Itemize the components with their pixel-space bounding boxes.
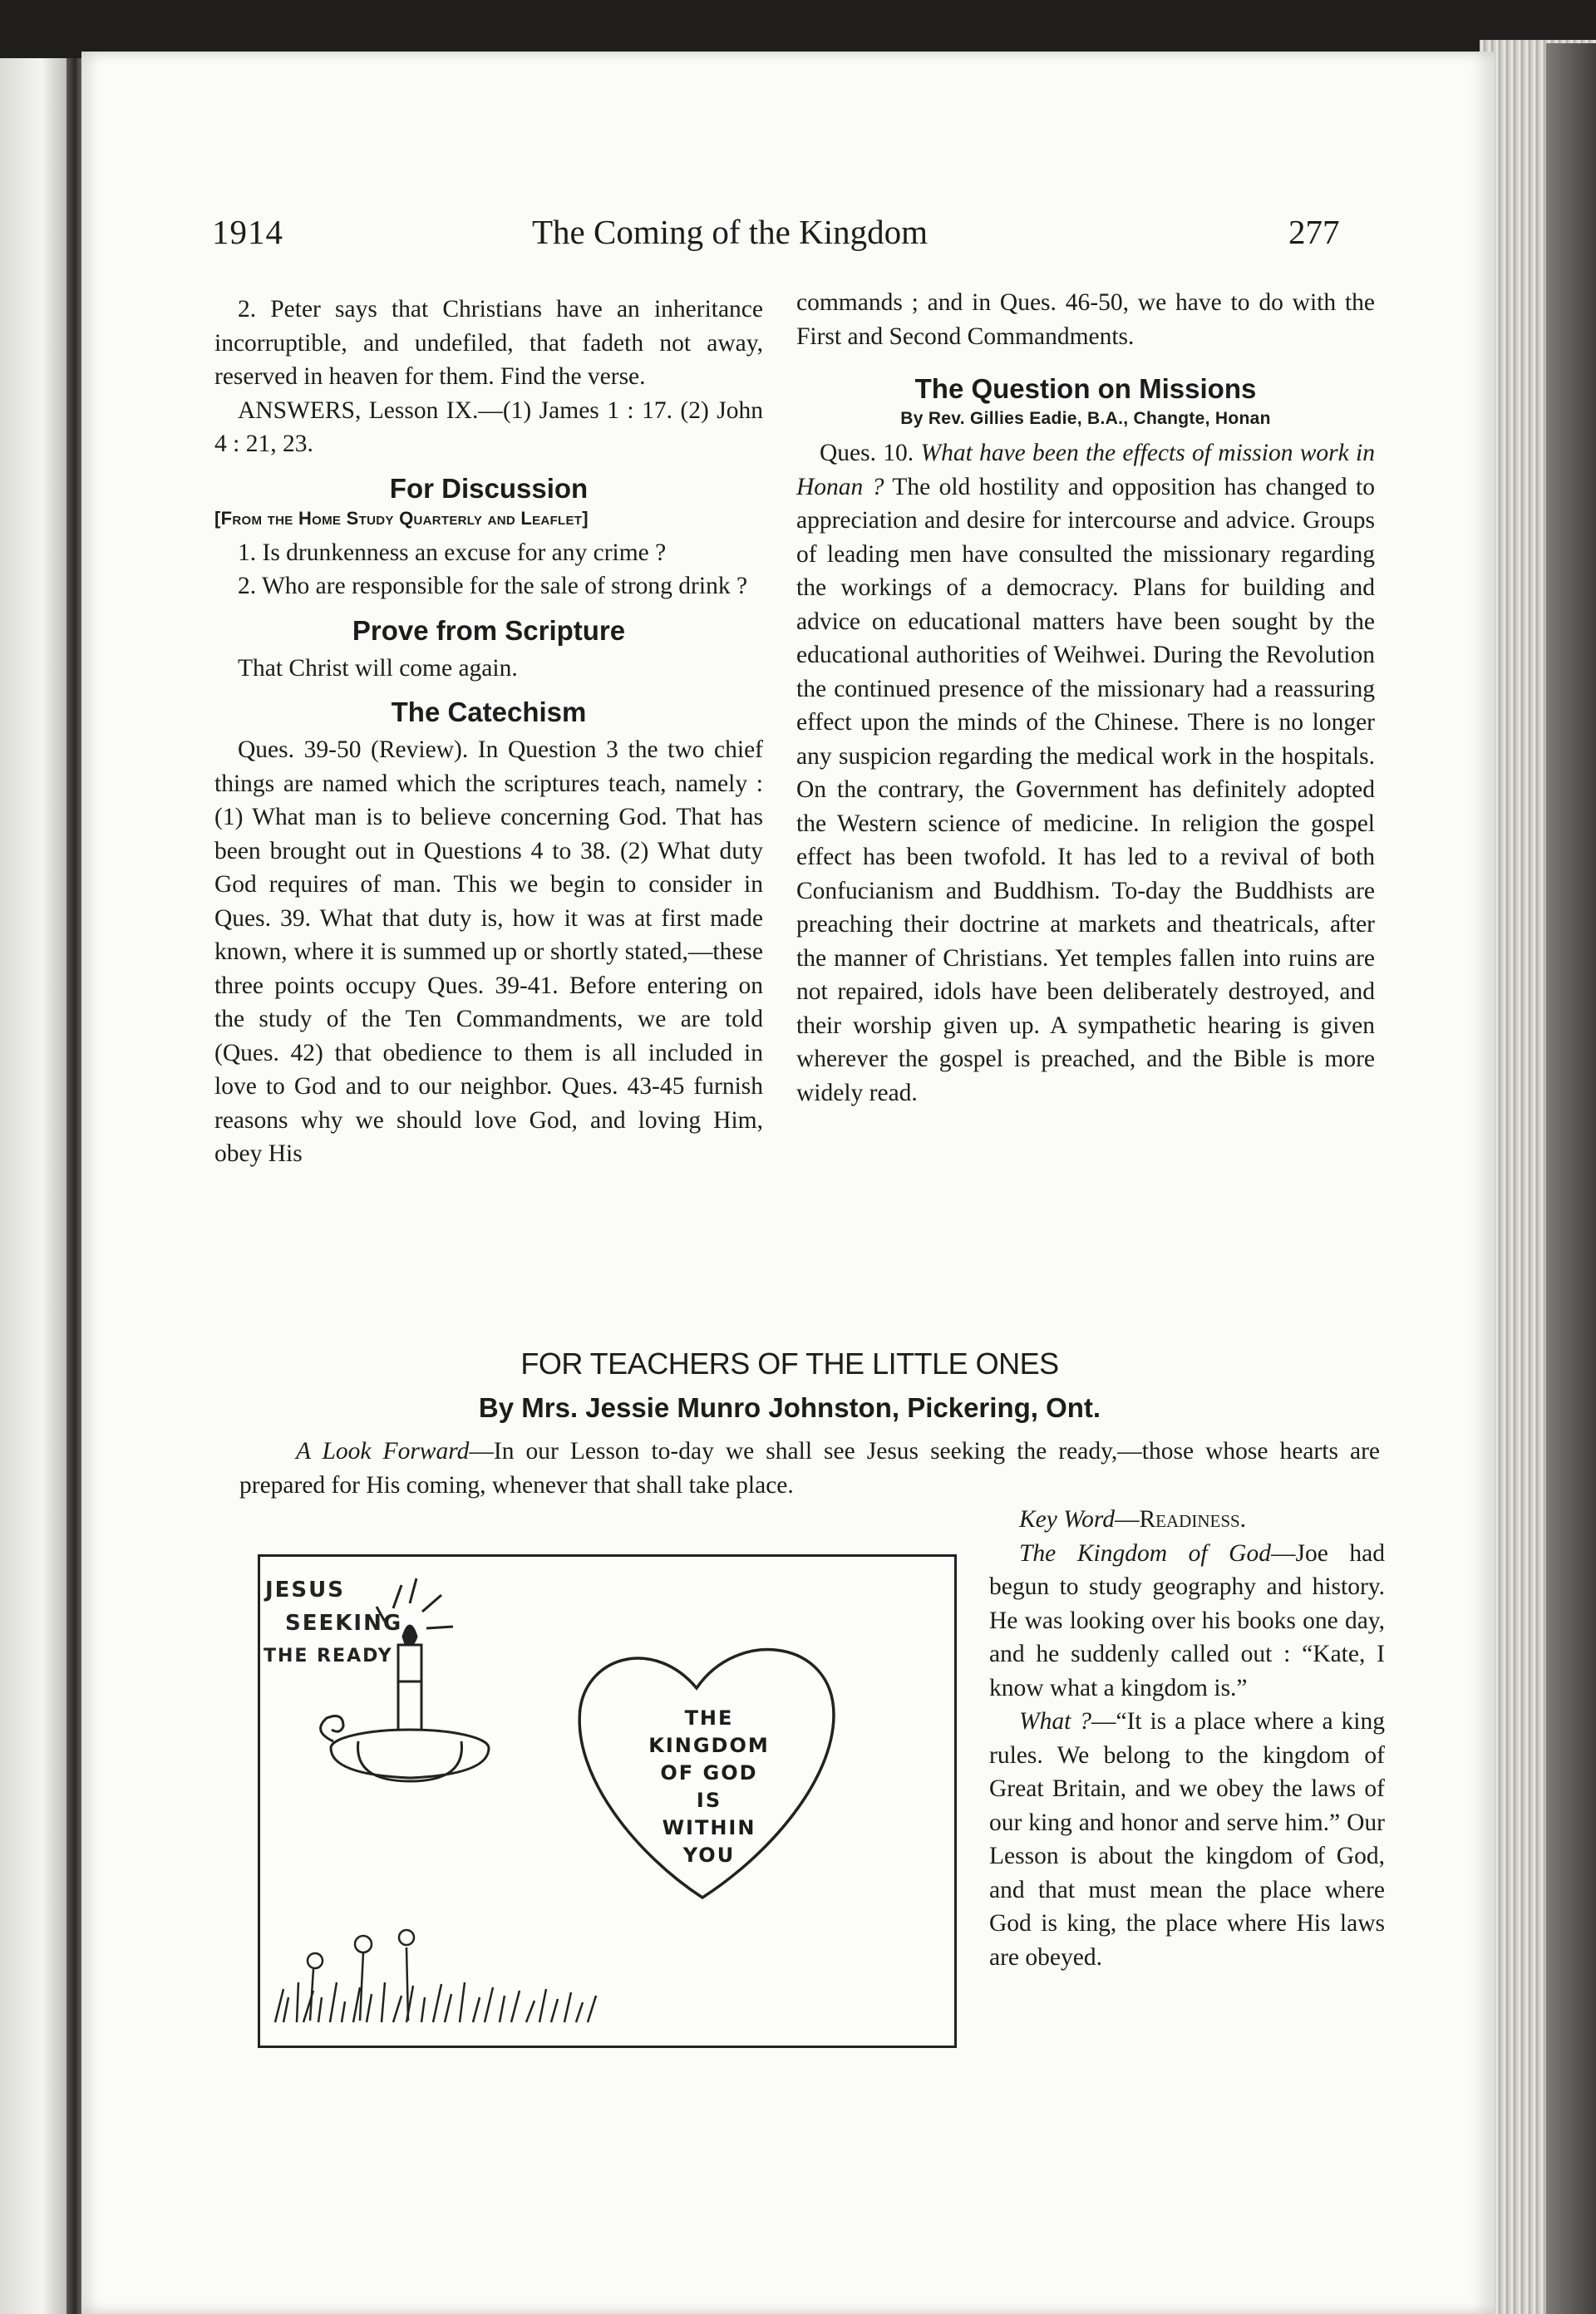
missions-byline: By Rev. Gillies Eadie, B.A., Changte, Honan: [900, 409, 1271, 428]
heart-caption-line-1: THE KINGDOM: [648, 1706, 770, 1757]
discussion-question-1: 1. Is drunkenness an excuse for any crime ?: [238, 539, 667, 566]
prove-heading: Prove from Scripture: [352, 614, 626, 646]
look-forward: [239, 1435, 1380, 1502]
missions-question: What have been the effects of mission work in Honan ?: [796, 440, 1375, 500]
heart-caption: [626, 1705, 792, 1869]
heart-caption-line-3: IS: [696, 1789, 722, 1812]
candle-caption-line-3: THE READY: [264, 1646, 393, 1667]
what-text: —“It is a place where a king rules. We belong to the kingdom of Great Britain, and we obey the laws of our king and honor and serve him.” Our Lesson is about the kingdom of God, and that must mean the place where God is king, the place where His laws are obeyed.: [989, 1708, 1385, 1971]
catechism-continued: commands ; and in Ques. 46-50, we have to do with the First and Second Commandments.: [796, 289, 1375, 350]
teachers-byline: By Mrs. Jessie Munro Johnston, Pickering, Ont.: [478, 1392, 1101, 1423]
look-forward-label: A Look Forward: [296, 1438, 470, 1465]
page-number: 277: [1288, 213, 1340, 251]
discussion-question-2: 2. Who are responsible for the sale of strong drink ?: [238, 573, 748, 599]
left-column: [214, 293, 763, 1171]
catechism-text: Ques. 39-50 (Review). In Question 3 the two chief things are named which the scriptures teach, namely : (1) What man is to believe concerning God. That has been brought out in Questions 4 to 38. (2) What duty God requires of man. This we begin to consider in Ques. 39. What that duty is, how it was at first made known, where it is summed up or shortly stated,—these three points occupy Ques. 39-41. Before entering on the study of the Ten Commandments, we are told (Ques. 42) that obedience to them is all included in love to God and to our neighbor. Ques. 43-45 furnish reasons why we should love God, and loving Him, obey His: [214, 736, 763, 1167]
story-column: [989, 1503, 1385, 1974]
key-word-text: —Readiness.: [1115, 1506, 1247, 1533]
what-label: What ?: [1019, 1708, 1091, 1735]
prove-text: That Christ will come again.: [238, 654, 518, 682]
peter-paragraph: 2. Peter says that Christians have an inheritance incorruptible, and undefiled, that fadeth not away, reserved in heaven for them. Find the verse.: [214, 296, 763, 390]
discussion-source: [From the Home Study Quarterly and Leaflet]: [214, 507, 589, 529]
missions-heading: The Question on Missions: [914, 373, 1257, 404]
illustration-drawing: [260, 1557, 954, 2046]
heart-caption-line-4: WITHIN: [662, 1816, 756, 1839]
teachers-title: FOR TEACHERS OF THE LITTLE ONES: [520, 1347, 1059, 1381]
grass-icon: [275, 1930, 596, 2022]
answers-paragraph: ANSWERS, Lesson IX.—(1) James 1 : 17. (2) John 4 : 21, 23.: [214, 396, 763, 457]
candle-icon: [321, 1626, 489, 1781]
kingdom-text: —Joe had begun to study geography and history. He was looking over his books one day, and he suddenly called out : “Kate, I know what a kingdom is.”: [989, 1539, 1385, 1701]
heart-caption-line-2: OF GOD: [660, 1761, 758, 1785]
discussion-heading: For Discussion: [389, 472, 589, 504]
book-gutter: [66, 58, 83, 2314]
kingdom-label: The Kingdom of God: [1019, 1539, 1271, 1567]
candle-caption-line-1: JESUS: [265, 1578, 345, 1603]
blackboard-illustration: [258, 1554, 957, 2048]
candle-caption-line-2: SEEKING: [285, 1611, 403, 1636]
key-word-label: Key Word: [1019, 1506, 1115, 1533]
book-cover-edge: [1546, 43, 1596, 2314]
running-title: The Coming of the Kingdom: [532, 213, 929, 251]
look-forward-text: —In our Lesson to-day we shall see Jesus seeking the ready,—those whose hearts are prepared for His coming, whenever that shall take place.: [239, 1438, 1380, 1499]
missions-paragraph: [796, 436, 1375, 1110]
catechism-heading: The Catechism: [391, 697, 587, 727]
heart-caption-line-5: YOU: [682, 1844, 736, 1867]
right-column: [796, 286, 1375, 1110]
running-year: 1914: [212, 213, 283, 251]
candle-rays: [377, 1578, 453, 1628]
missions-answer: The old hostility and opposition has changed to appreciation and desire for intercourse and advice. Groups of leading men have consulted the missionary regarding the workings of a democracy. Plans for building and advice on educational matters have been sought by the educational authorities of Weihwei. During the Revolution the continued presence of the missionary had a reassuring effect upon the minds of the Chinese. There is no longer any suspicion regarding the medical work in the hospitals. On the contrary, the Government has definitely adopted the Western science of medicine. In religion the gospel effect has been twofold. It has led to a revival of both Confucianism and Buddhism. To-day the Buddhists are preaching their doctrine at markets and theatricals, after the manner of Christians. Yet temples fallen into ruins are not repaired, idols have been deliberately destroyed, and their worship given up. A sympathetic hearing is given wherever the gospel is preached, and the Bible is more widely read.: [796, 473, 1376, 1106]
missions-ques-label: Ques. 10.: [820, 440, 914, 466]
facing-page-edge: [0, 58, 70, 2314]
